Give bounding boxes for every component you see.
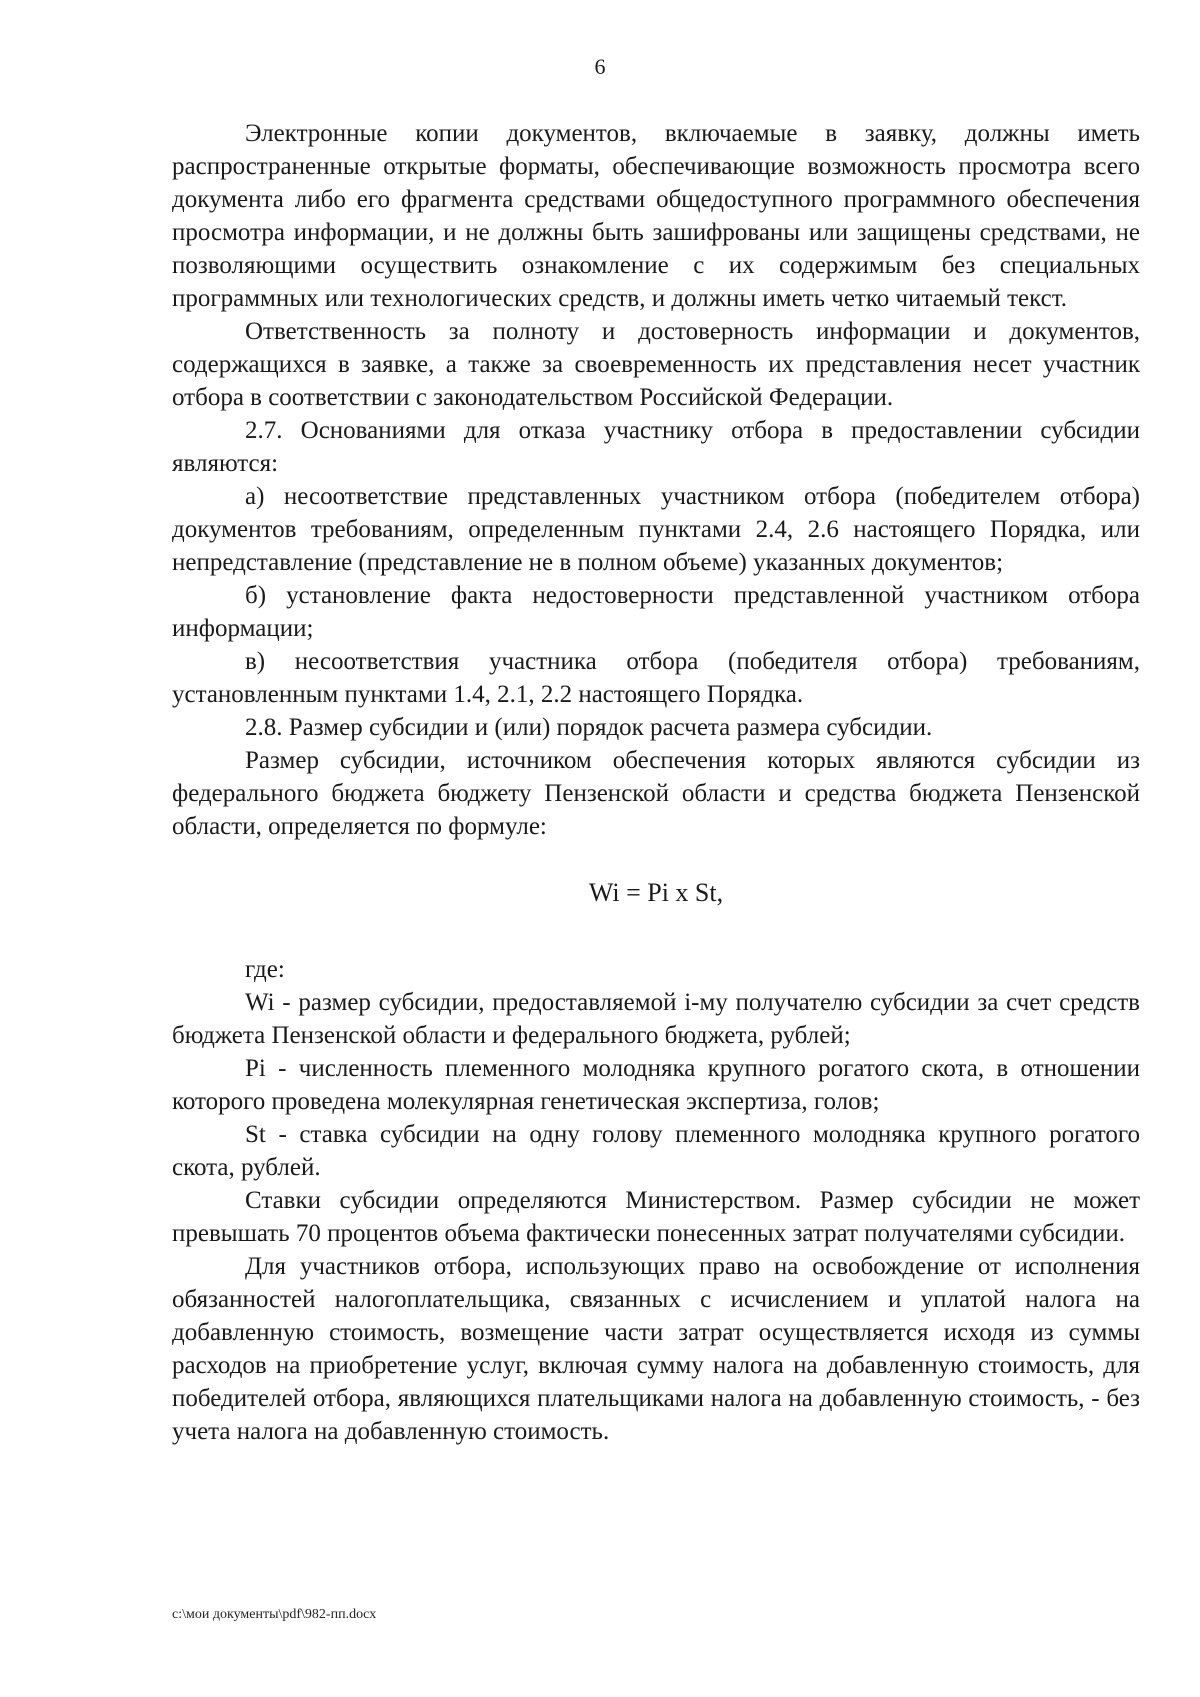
paragraph-vat-exemption: Для участников отбора, использующих право на освобождение от исполнения обязанностей налогоплательщика, связанных с исчислением и уплатой налога на добавленную стоимость, возмещение части затрат осуществляется исходя из суммы расходов на приобретение услуг, включая сумму налога на добавленную стоимость, для победителей отбора, являющихся плательщиками налога на добавленную стоимость, - без учета налога на добавленную стоимость. — [172, 1253, 1140, 1445]
paragraph-where: где: — [245, 956, 285, 983]
paragraph-subsidy-rates: Ставки субсидии определяются Министерством. Размер субсидии не может превышать 70 процентов объема фактически понесенных затрат получателями субсидии. — [172, 1187, 1140, 1247]
definition-pi: Pi - численность племенного молодняка крупного рогатого скота, в отношении которого проведена молекулярная генетическая экспертиза, голов; — [172, 1055, 1140, 1115]
list-item-a: а) несоответствие представленных участником отбора (победителем отбора) документов требованиям, определенным пунктами 2.4, 2.6 настоящего Порядка, или непредставление (представление не в полном объеме) указанных документов; — [172, 483, 1140, 576]
paragraph-subsidy-formula-intro: Размер субсидии, источником обеспечения которых являются субсидии из федерального бюджета бюджету Пензенской области и средства бюджета Пензенской области, определяется по формуле: — [172, 747, 1140, 840]
paragraph-responsibility: Ответственность за полноту и достоверность информации и документов, содержащихся в заявке, а также за своевременность их представления несет участник отбора в соответствии с законодательством Российской Федерации. — [172, 318, 1140, 411]
footer-file-path: c:\мои документы\pdf\982-пп.docx — [172, 1607, 377, 1622]
formula: Wi = Pi x St, — [588, 878, 724, 907]
definition-wi: Wi - размер субсидии, предоставляемой i-му получателю субсидии за счет средств бюджета Пензенской области и федерального бюджета, рублей; — [172, 989, 1140, 1049]
paragraph-2-8-subsidy-size: 2.8. Размер субсидии и (или) порядок расчета размера субсидии. — [245, 714, 933, 741]
document-body — [172, 117, 1140, 1448]
page-number: 6 — [594, 54, 606, 79]
paragraph-2-7-refusal-grounds: 2.7. Основаниями для отказа участнику отбора в предоставлении субсидии являются: — [172, 417, 1140, 477]
paragraph-electronic-copies: Электронные копии документов, включаемые в заявку, должны иметь распространенные открытые форматы, обеспечивающие возможность просмотра всего документа либо его фрагмента средствами общедоступного программного обеспечения просмотра информации, и не должны быть зашифрованы или защищены средствами, не позволяющими осуществить ознакомление с их содержимым без специальных программных или технологических средств, и должны иметь четко читаемый текст. — [172, 120, 1140, 312]
list-item-v: в) несоответствия участника отбора (победителя отбора) требованиям, установленным пунктами 1.4, 2.1, 2.2 настоящего Порядка. — [172, 648, 1140, 708]
definition-st: St - ставка субсидии на одну голову племенного молодняка крупного рогатого скота, рублей. — [172, 1121, 1140, 1181]
list-item-b: б) установление факта недостоверности представленной участником отбора информации; — [172, 582, 1140, 642]
